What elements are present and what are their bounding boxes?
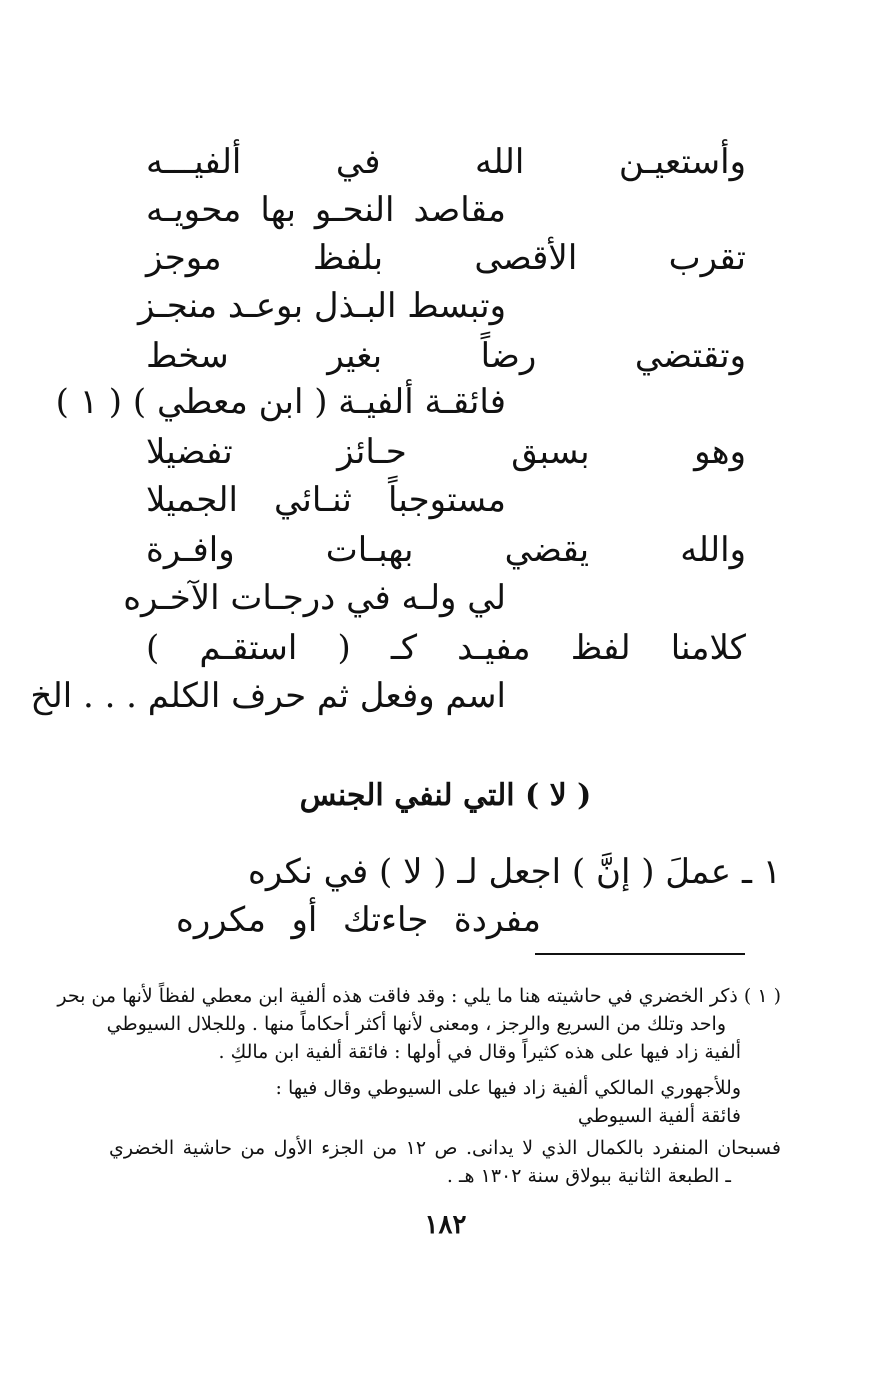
verse-1-first-text: وأستعيـن الله في ألفيـــه <box>146 142 746 182</box>
verse-6-second-text: اسم وفعل ثم حرف الكلم . . . الخ <box>30 676 506 716</box>
verse-6-first-text: كلامنا لفظ مفيـد كـ ( استقـم ) <box>146 628 746 668</box>
footnote-line-3-text: ألفية زاد فيها على هذه كثيراً وقال في أولها : فائقة ألفية ابن مالكِ . <box>218 1041 741 1063</box>
footnote-line-5 <box>441 1103 741 1129</box>
footnote-separator <box>535 953 745 955</box>
verse-3-first-text: وتقتضي رضاً بغير سخط <box>146 336 746 376</box>
numbered-verse-second-hemistich <box>176 898 541 942</box>
numbered-verse-second-text: مفردة جاءتك أو مكرره <box>176 900 541 940</box>
footnote-line-7-text: ـ الطبعة الثانية ببولاق سنة ١٣٠٢ هـ . <box>446 1165 731 1187</box>
verse-4-first-hemistich <box>146 430 746 474</box>
verse-number-text: ١ ـ <box>741 852 781 892</box>
verse-6-first-hemistich <box>146 626 746 670</box>
verse-4-first-text: وهو بسبق حـائز تفضيلا <box>146 432 746 472</box>
verse-5-first-text: والله يقضي بهبـات وافـرة <box>146 530 746 570</box>
footnote-line-7 <box>331 1163 731 1189</box>
verse-3-second-hemistich <box>55 380 506 424</box>
verse-1-first-hemistich <box>146 140 746 184</box>
footnote-line-1-text: ( ١ ) ذكر الخضري في حاشيته هنا ما يلي : وقد فاقت هذه ألفية ابن معطي لفظاً لأنها من بحر <box>57 985 781 1007</box>
verse-1-second-text: مقاصد النحـو بها محويـه <box>146 190 506 230</box>
verse-5-second-hemistich <box>123 576 506 620</box>
verse-1-second-hemistich <box>146 188 506 232</box>
verse-number <box>741 850 781 894</box>
verse-4-second-hemistich <box>146 478 506 522</box>
footnote-line-6 <box>109 1135 781 1161</box>
footnote-line-4-text: وللأجهوري المالكي ألفية زاد فيها على السيوطي وقال فيها : <box>275 1077 741 1099</box>
footnote-line-2-text: واحد وتلك من السريع والرجز ، ومعنى لأنها أكثر أحكاماً منها . وللجلال السيوطي <box>106 1013 726 1035</box>
section-heading: ( لا ) التي لنفي الجنس <box>299 778 592 813</box>
footnote-line-2 <box>106 1011 726 1037</box>
footnote-line-5-text: فائقة ألفية السيوطي <box>577 1105 741 1127</box>
verse-5-second-text: لي ولـه في درجـات الآخـره <box>123 578 506 618</box>
footnote-line-3 <box>218 1039 741 1065</box>
verse-3-first-hemistich <box>146 334 746 378</box>
verse-2-second-hemistich <box>137 284 506 328</box>
verse-2-first-hemistich <box>146 236 746 280</box>
verse-2-second-text: وتبسط البـذل بوعـد منجـز <box>137 286 506 326</box>
footnote-line-4 <box>271 1075 741 1101</box>
verse-2-first-text: تقرب الأقصى بلفظ موجز <box>146 238 746 278</box>
verse-6-second-hemistich <box>30 674 506 718</box>
verse-3-second-text: فائقـة ألفيـة ( ابن معطي ) ( ١ ) <box>55 382 506 422</box>
verse-4-second-text: مستوجباً ثنـائي الجميلا <box>146 480 506 520</box>
numbered-verse-first-hemistich <box>248 850 731 894</box>
footnote-line-6-text: فسبحان المنفرد بالكمال الذي لا يدانى. ص ١٢ من الجزء الأول من حاشية الخضري <box>109 1137 781 1159</box>
footnote-line-1 <box>57 983 781 1009</box>
numbered-verse-first-text: عملَ ( إنَّ ) اجعل لـ ( لا ) في نكره <box>248 852 731 892</box>
page-number: ١٨٢ <box>424 1210 467 1240</box>
verse-5-first-hemistich <box>146 528 746 572</box>
